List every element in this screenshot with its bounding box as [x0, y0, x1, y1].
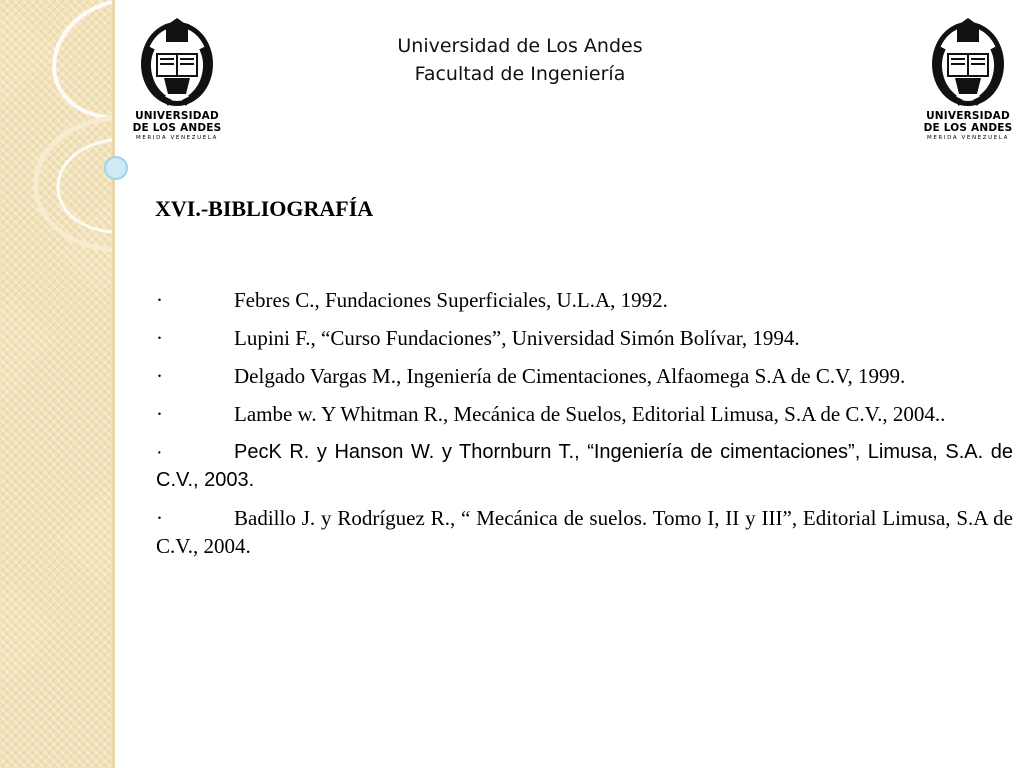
reference-item [156, 504, 1013, 560]
bullet: · [156, 506, 163, 530]
page-header [300, 32, 740, 88]
seal-icon [130, 14, 224, 110]
bullet: · [156, 364, 163, 388]
reference-item [156, 362, 1013, 390]
seal-icon [921, 14, 1015, 110]
logo-text-line2: DE LOS ANDES [132, 122, 222, 134]
reference-text: Febres C., Fundaciones Superficiales, U.L.A, 1992. [234, 288, 668, 312]
logo-text-line3: MERIDA VENEZUELA [927, 135, 1009, 141]
bullet: · [156, 441, 163, 463]
reference-text: PecK R. y Hanson W. y Thornburn T., “Ingeniería de cimentaciones”, Limusa, S.A. de C.V., 2003. [156, 441, 1013, 491]
logo-text-line2: DE LOS ANDES [923, 122, 1013, 134]
bibliography-list [156, 286, 1013, 570]
university-name: Universidad de Los Andes [397, 35, 643, 57]
accent-dot [105, 157, 127, 179]
bullet: · [156, 402, 163, 426]
university-logo-left [130, 14, 224, 143]
faculty-name: Facultad de Ingeniería [414, 63, 626, 85]
logo-text-line3: MERIDA VENEZUELA [136, 135, 218, 141]
reference-item [156, 324, 1013, 352]
section-heading: XVI.-BIBLIOGRAFÍA [155, 196, 374, 221]
reference-text: Lupini F., “Curso Fundaciones”, Universidad Simón Bolívar, 1994. [234, 326, 800, 350]
reference-text: Badillo J. y Rodríguez R., “ Mecánica de suelos. Tomo I, II y III”, Editorial Limusa, S.A de C.V., 2004. [156, 506, 1013, 558]
reference-item [156, 438, 1013, 494]
logo-text-line1: UNIVERSIDAD [135, 110, 219, 122]
logo-text-line1: UNIVERSIDAD [926, 110, 1010, 122]
reference-item [156, 286, 1013, 314]
university-logo-right [921, 14, 1015, 143]
bullet: · [156, 326, 163, 350]
reference-item [156, 400, 1013, 428]
reference-text: Delgado Vargas M., Ingeniería de Cimentaciones, Alfaomega S.A de C.V, 1999. [234, 364, 906, 388]
reference-text: Lambe w. Y Whitman R., Mecánica de Suelos, Editorial Limusa, S.A de C.V., 2004.. [234, 402, 946, 426]
bullet: · [156, 288, 163, 312]
